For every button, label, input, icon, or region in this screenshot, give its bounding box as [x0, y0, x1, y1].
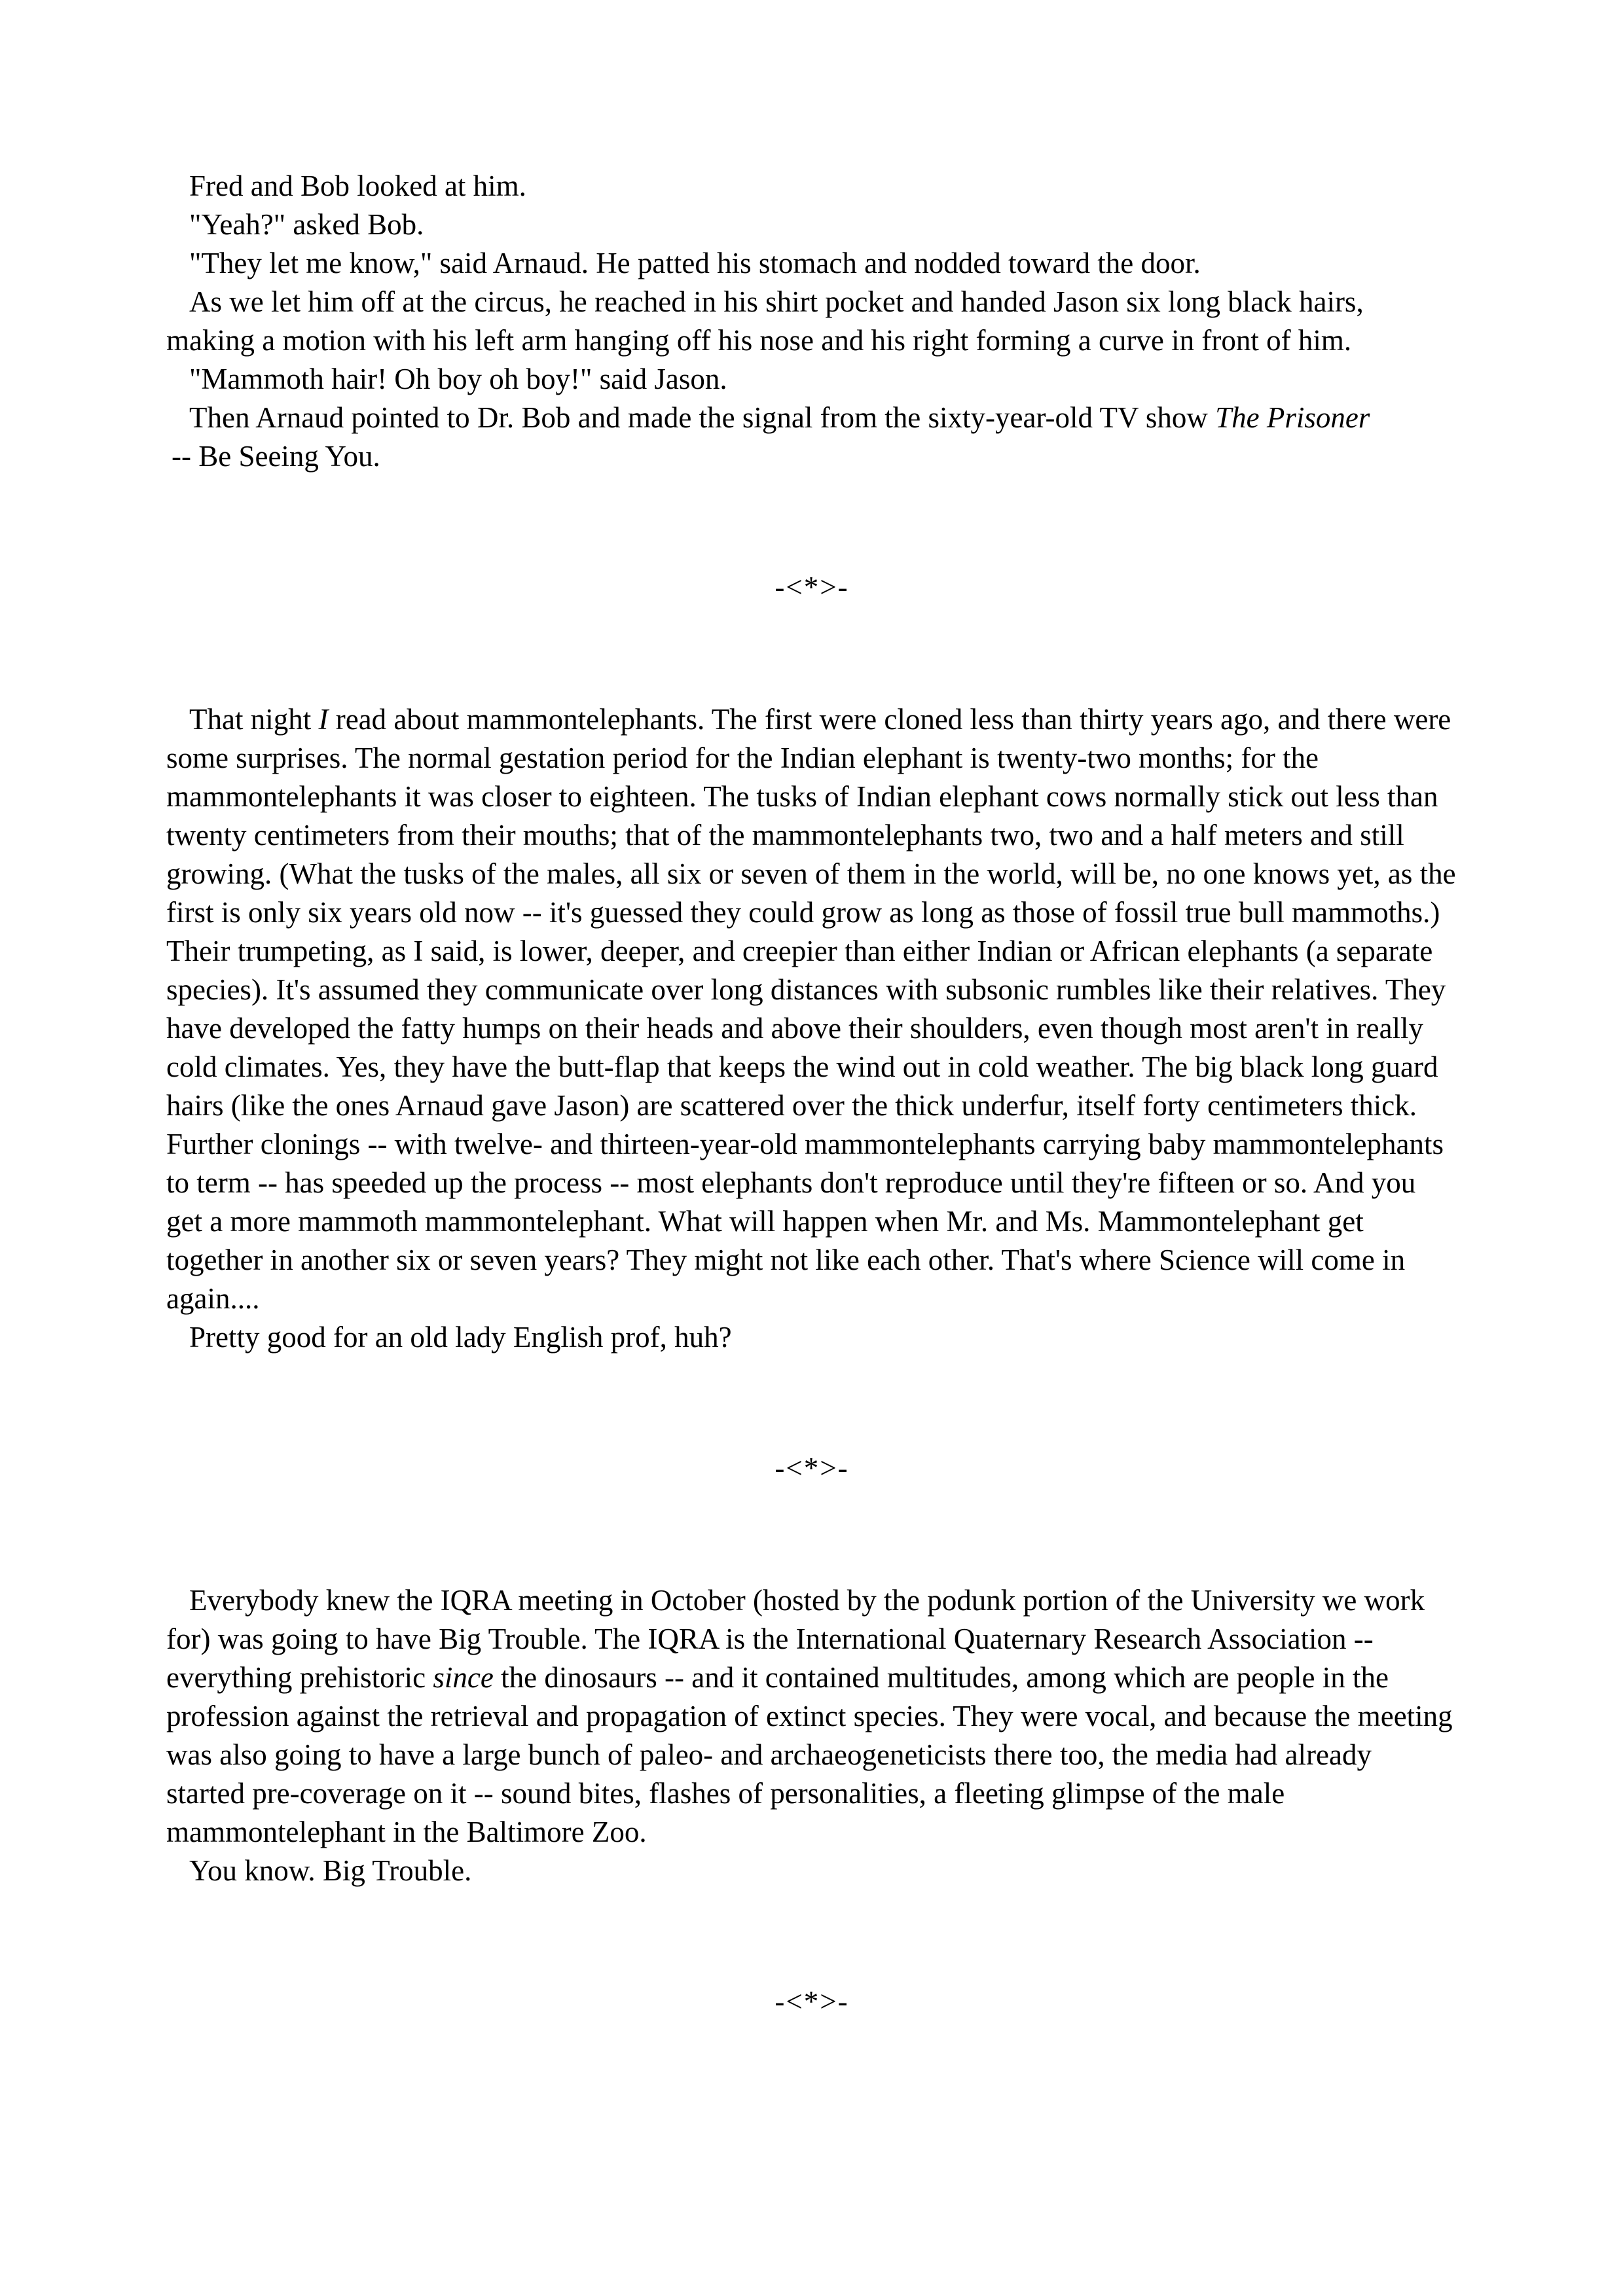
iqra-text-start: Everybody knew the IQRA meeting in October (hosted by the podunk portion of the University we work for) was going to have Big Trouble. The IQRA is the International Quaternary Research Association -- everything prehistoric [166, 1584, 1425, 1694]
paragraph-mammoth-hair: "Mammoth hair! Oh boy oh boy!" said Jason. [189, 363, 727, 395]
paragraph-prisoner [166, 399, 1457, 437]
document-page [166, 167, 1457, 2021]
mammontelephants-text-start: That night [189, 703, 319, 736]
prisoner-text: Then Arnaud pointed to Dr. Bob and made the signal from the sixty-year-old TV show [189, 401, 1216, 434]
paragraph-circus: As we let him off at the circus, he reached in his shirt pocket and handed Jason six long black hairs, making a motion with his left arm hanging off his nose and his right forming a curve in front of him. [166, 285, 1364, 357]
paragraph-fred-bob: Fred and Bob looked at him. [189, 170, 526, 202]
paragraph-they-let-me-know: "They let me know," said Arnaud. He patted his stomach and nodded toward the door. [189, 247, 1201, 279]
section-separator: -<*>- [775, 571, 849, 603]
section-separator: -<*>- [775, 1452, 849, 1484]
paragraph-mammontelephants [166, 700, 1457, 1318]
section-separator: -<*>- [775, 1985, 849, 2018]
paragraph-be-seeing-you: -- Be Seeing You. [172, 440, 380, 473]
paragraph-big-trouble: You know. Big Trouble. [189, 1854, 472, 1887]
paragraph-iqra-meeting [166, 1581, 1457, 1852]
emphasis-since: since [433, 1661, 494, 1694]
emphasis-i: I [318, 703, 329, 736]
paragraph-english-prof: Pretty good for an old lady English prof, huh? [189, 1321, 732, 1354]
paragraph-yeah: "Yeah?" asked Bob. [189, 208, 424, 241]
iqra-text-rest: the dinosaurs -- and it contained multitudes, among which are people in the profession against the retrieval and propagation of extinct species. They were vocal, and because the meeting was also going to have a large bunch of paleo- and archaeogeneticists there too, the media had already started pre-coverage on it -- sound bites, flashes of personalities, a fleeting glimpse of the male mammontelephant in the Baltimore Zoo. [166, 1661, 1453, 1848]
prisoner-title: The Prisoner [1215, 401, 1370, 434]
mammontelephants-text-rest: read about mammontelephants. The first were cloned less than thirty years ago, and there were some surprises. The normal gestation period for the Indian elephant is twenty-two months; for the mammontelephants it was closer to eighteen. The tusks of Indian elephant cows normally stick out less than twenty centimeters from their mouths; that of the mammontelephants two, two and a half meters and still growing. (What the tusks of the males, all six or seven of them in the world, will be, no one knows yet, as the first is only six years old now -- it's guessed they could grow as long as those of fossil true bull mammoths.) Their trumpeting, as I said, is lower, deeper, and creepier than either Indian or African elephants (a separate species). It's assumed they communicate over long distances with subsonic rumbles like their relatives. They have developed the fatty humps on their heads and above their shoulders, even though most aren't in really cold climates. Yes, they have the butt-flap that keeps the wind out in cold weather. The big black long guard hairs (like the ones Arnaud gave Jason) are scattered over the thick underfur, itself forty centimeters thick. Further clonings -- with twelve- and thirteen-year-old mammontelephants carrying baby mammontelephants to term -- has speeded up the process -- most elephants don't reproduce until they're fifteen or so. And you get a more mammoth mammontelephant. What will happen when Mr. and Ms. Mammontelephant get together in another six or seven years? They might not like each other. That's where Science will come in again.... [166, 703, 1456, 1315]
